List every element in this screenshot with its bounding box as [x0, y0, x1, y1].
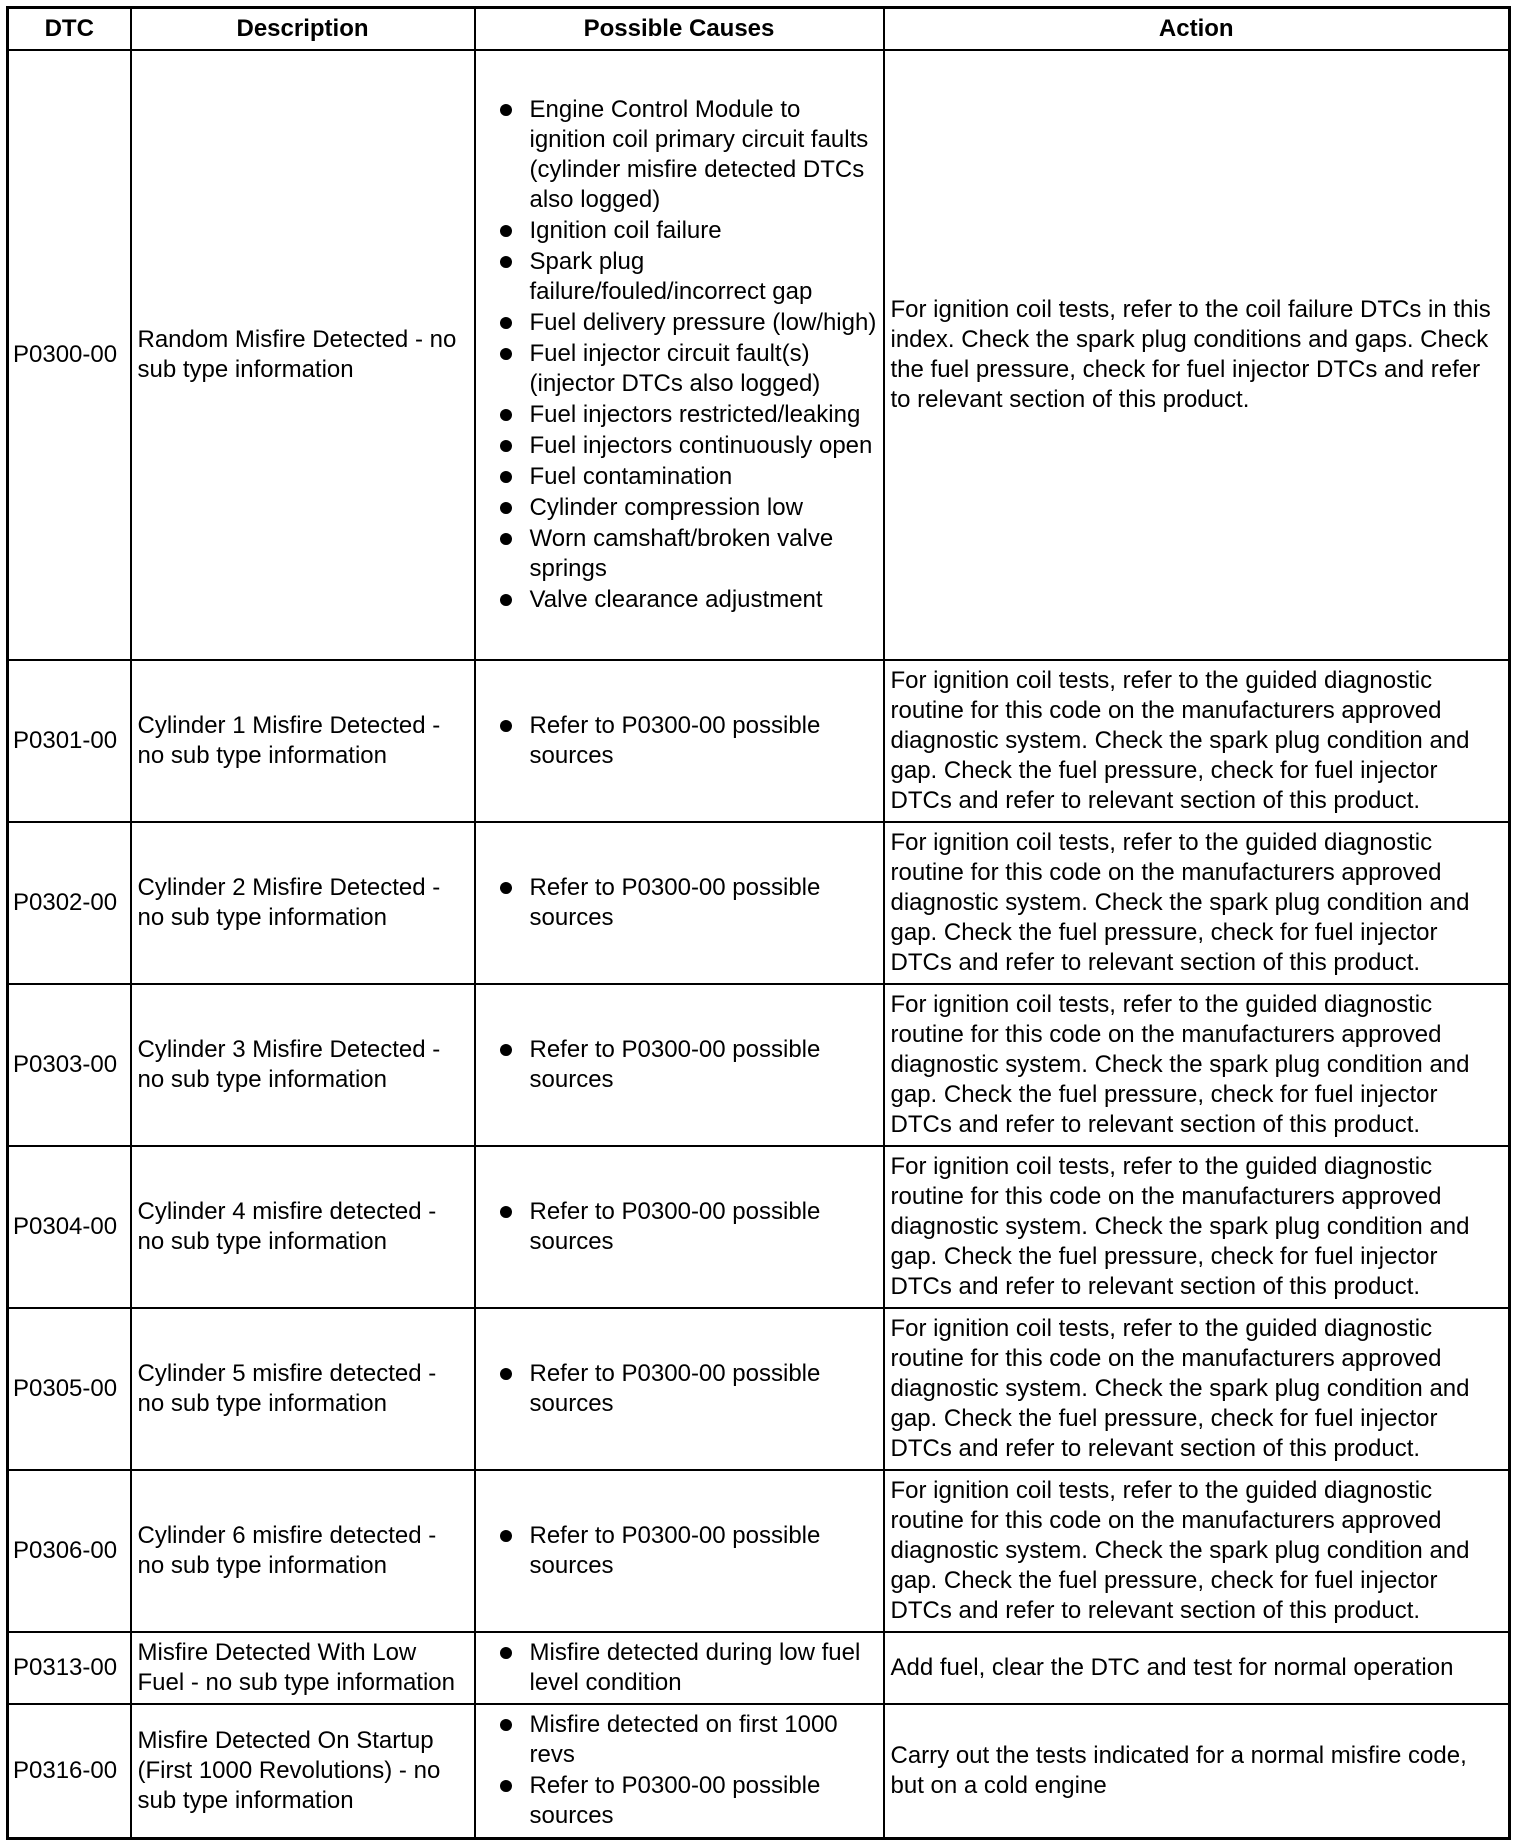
header-action: Action — [884, 8, 1510, 51]
dtc-code: P0306-00 — [8, 1470, 131, 1632]
table-row — [8, 1632, 1510, 1704]
action-text: For ignition coil tests, refer to the coil failure DTCs in this index. Check the spark plug conditions and gaps. Check the fuel pressure, check for fuel injector DTCs and refer to relevant section of this product. — [884, 50, 1510, 660]
causes-list — [496, 873, 879, 933]
header-description: Description — [131, 8, 475, 51]
cause-item: Fuel injector circuit fault(s) (injector DTCs also logged) — [496, 339, 879, 399]
causes-list — [496, 1521, 879, 1581]
cause-item: Misfire detected on first 1000 revs — [496, 1710, 879, 1770]
dtc-code: P0304-00 — [8, 1146, 131, 1308]
dtc-code: P0305-00 — [8, 1308, 131, 1470]
header-possible-causes: Possible Causes — [475, 8, 884, 51]
cause-item: Refer to P0300-00 possible sources — [496, 873, 879, 933]
dtc-code: P0300-00 — [8, 50, 131, 660]
action-text: For ignition coil tests, refer to the guided diagnostic routine for this code on the manufacturers approved diagnostic system. Check the spark plug condition and gap. Check the fuel pressure, check for fuel injector DTCs and refer to relevant section of this product. — [884, 660, 1510, 822]
action-text: For ignition coil tests, refer to the guided diagnostic routine for this code on the manufacturers approved diagnostic system. Check the spark plug condition and gap. Check the fuel pressure, check for fuel injector DTCs and refer to relevant section of this product. — [884, 1470, 1510, 1632]
causes-list — [496, 1035, 879, 1095]
dtc-description: Cylinder 1 Misfire Detected - no sub type information — [131, 660, 475, 822]
causes-list — [496, 1197, 879, 1257]
dtc-code: P0301-00 — [8, 660, 131, 822]
dtc-description: Cylinder 3 Misfire Detected - no sub type information — [131, 984, 475, 1146]
dtc-code: P0316-00 — [8, 1704, 131, 1838]
causes-list — [496, 1359, 879, 1419]
causes-list — [496, 1638, 879, 1698]
possible-causes — [475, 1704, 884, 1838]
table-row — [8, 1146, 1510, 1308]
dtc-code: P0313-00 — [8, 1632, 131, 1704]
cause-item: Fuel injectors restricted/leaking — [496, 400, 879, 430]
cause-item: Refer to P0300-00 possible sources — [496, 1035, 879, 1095]
cause-item: Refer to P0300-00 possible sources — [496, 1359, 879, 1419]
possible-causes — [475, 1470, 884, 1632]
table-row — [8, 1470, 1510, 1632]
dtc-description: Cylinder 2 Misfire Detected - no sub type information — [131, 822, 475, 984]
dtc-code: P0302-00 — [8, 822, 131, 984]
table-row — [8, 984, 1510, 1146]
dtc-description: Cylinder 5 misfire detected - no sub type information — [131, 1308, 475, 1470]
possible-causes — [475, 822, 884, 984]
table-row — [8, 660, 1510, 822]
table-row — [8, 1704, 1510, 1838]
cause-item: Refer to P0300-00 possible sources — [496, 1197, 879, 1257]
possible-causes — [475, 1146, 884, 1308]
causes-list — [496, 95, 879, 615]
causes-list — [496, 711, 879, 771]
cause-item: Cylinder compression low — [496, 493, 879, 523]
cause-item: Refer to P0300-00 possible sources — [496, 711, 879, 771]
possible-causes — [475, 660, 884, 822]
cause-item: Fuel contamination — [496, 462, 879, 492]
action-text: Carry out the tests indicated for a normal misfire code, but on a cold engine — [884, 1704, 1510, 1838]
cause-item: Ignition coil failure — [496, 216, 879, 246]
action-text: For ignition coil tests, refer to the guided diagnostic routine for this code on the manufacturers approved diagnostic system. Check the spark plug condition and gap. Check the fuel pressure, check for fuel injector DTCs and refer to relevant section of this product. — [884, 984, 1510, 1146]
cause-item: Refer to P0300-00 possible sources — [496, 1521, 879, 1581]
action-text: For ignition coil tests, refer to the guided diagnostic routine for this code on the manufacturers approved diagnostic system. Check the spark plug condition and gap. Check the fuel pressure, check for fuel injector DTCs and refer to relevant section of this product. — [884, 1308, 1510, 1470]
causes-list — [496, 1710, 879, 1831]
cause-item: Fuel injectors continuously open — [496, 431, 879, 461]
header-dtc: DTC — [8, 8, 131, 51]
dtc-description: Random Misfire Detected - no sub type information — [131, 50, 475, 660]
header-row — [8, 8, 1510, 51]
cause-item: Engine Control Module to ignition coil primary circuit faults (cylinder misfire detected DTCs also logged) — [496, 95, 879, 215]
action-text: Add fuel, clear the DTC and test for normal operation — [884, 1632, 1510, 1704]
table-row — [8, 822, 1510, 984]
possible-causes — [475, 50, 884, 660]
table-row — [8, 50, 1510, 660]
possible-causes — [475, 1308, 884, 1470]
cause-item: Refer to P0300-00 possible sources — [496, 1771, 879, 1831]
possible-causes — [475, 984, 884, 1146]
possible-causes — [475, 1632, 884, 1704]
dtc-description: Cylinder 4 misfire detected - no sub type information — [131, 1146, 475, 1308]
dtc-description: Cylinder 6 misfire detected - no sub type information — [131, 1470, 475, 1632]
dtc-table — [6, 6, 1511, 1840]
dtc-description: Misfire Detected With Low Fuel - no sub type information — [131, 1632, 475, 1704]
dtc-code: P0303-00 — [8, 984, 131, 1146]
cause-item: Spark plug failure/fouled/incorrect gap — [496, 247, 879, 307]
action-text: For ignition coil tests, refer to the guided diagnostic routine for this code on the manufacturers approved diagnostic system. Check the spark plug condition and gap. Check the fuel pressure, check for fuel injector DTCs and refer to relevant section of this product. — [884, 1146, 1510, 1308]
cause-item: Fuel delivery pressure (low/high) — [496, 308, 879, 338]
table-row — [8, 1308, 1510, 1470]
cause-item: Valve clearance adjustment — [496, 585, 879, 615]
action-text: For ignition coil tests, refer to the guided diagnostic routine for this code on the manufacturers approved diagnostic system. Check the spark plug condition and gap. Check the fuel pressure, check for fuel injector DTCs and refer to relevant section of this product. — [884, 822, 1510, 984]
dtc-description: Misfire Detected On Startup (First 1000 Revolutions) - no sub type information — [131, 1704, 475, 1838]
cause-item: Misfire detected during low fuel level condition — [496, 1638, 879, 1698]
cause-item: Worn camshaft/broken valve springs — [496, 524, 879, 584]
